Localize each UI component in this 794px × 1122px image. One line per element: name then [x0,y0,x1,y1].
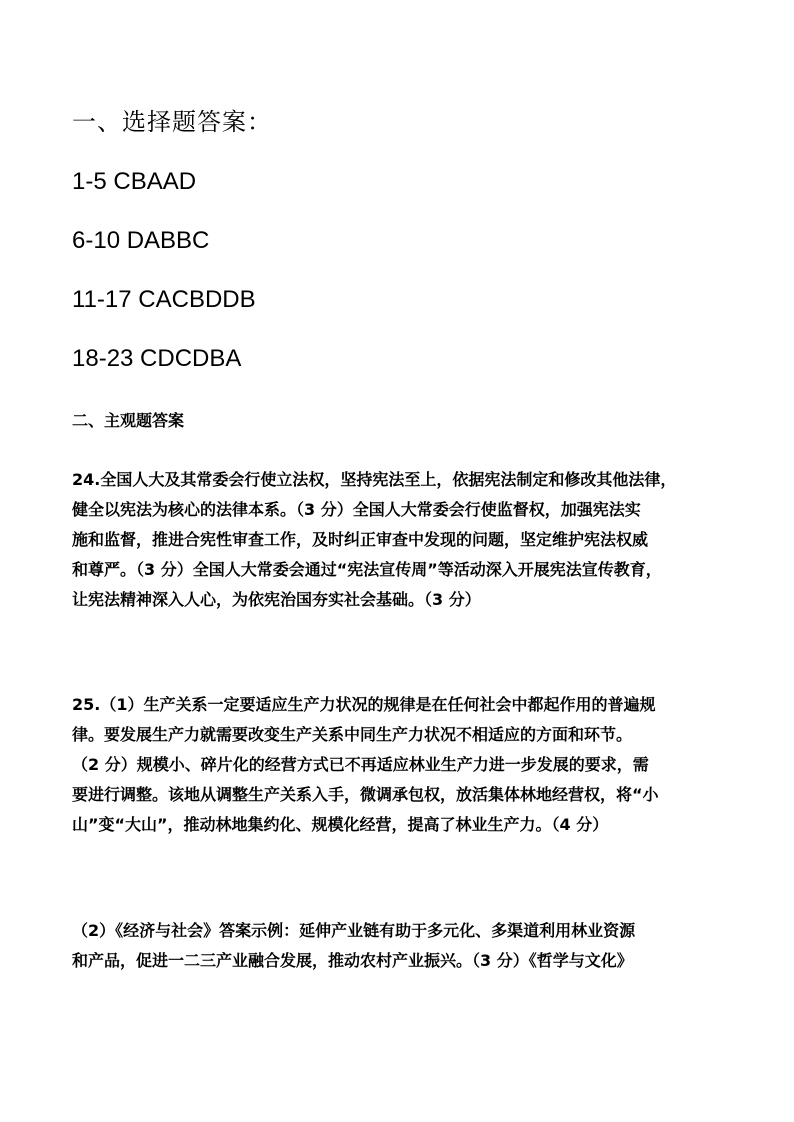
answer-row-1-5: 1-5 CBAAD [72,168,197,195]
section2-title: 二、主观题答案 [72,411,185,430]
q25-2-line-2: 和产品，促进一二三产业融合发展，推动农村产业振兴。（3 分）《哲学与文化》 [72,951,633,970]
answer-row-11-17: 11-17 CACBDDB [72,286,256,313]
question-25-part2-answer [72,916,740,976]
answer-row-6-10: 6-10 DABBC [72,227,210,254]
question-24-answer [72,465,740,615]
q25-line-4: 要进行调整。该地从调整生产关系入手，微调承包权，放活集体林地经营权，将“小 [72,785,659,804]
q24-line-4: 和尊严。（3 分）全国人大常委会通过“宪法宣传周”等活动深入开展宪法宣传教育， [72,560,662,579]
q25-2-line-1: （2）《经济与社会》答案示例：延伸产业链有助于多元化、多渠道利用林业资源 [72,921,636,940]
q25-line-2: 律。要发展生产力就需要改变生产关系中同生产力状况不相适应的方面和环节。 [72,725,633,744]
q25-line-1: 25.（1）生产关系一定要适应生产力状况的规律是在任何社会中都起作用的普遍规 [72,695,656,714]
q24-line-5: 让宪法精神深入人心，为依宪治国夯实社会基础。（3 分） [72,590,481,609]
q24-line-2: 健全以宪法为核心的法律本系。（3 分）全国人大常委会行使监督权，加强宪法实 [72,500,641,519]
q24-line-1: 24.全国人大及其常委会行使立法权，坚持宪法至上，依据宪法制定和修改其他法律， [72,470,677,489]
section1-title: 一、选择题答案： [72,108,272,136]
q25-line-5: 山”变“大山”，推动林地集约化、规模化经营，提高了林业生产力。（4 分） [72,815,609,834]
q25-line-3: （2 分）规模小、碎片化的经营方式已不再适应林业生产力进一步发展的要求，需 [72,755,649,774]
q24-line-3: 施和监督，推进合宪性审查工作，及时纠正审查中发现的问题，坚定维护宪法权威 [72,530,649,549]
question-25-part1-answer [72,690,740,840]
answer-row-18-23: 18-23 CDCDBA [72,345,242,372]
